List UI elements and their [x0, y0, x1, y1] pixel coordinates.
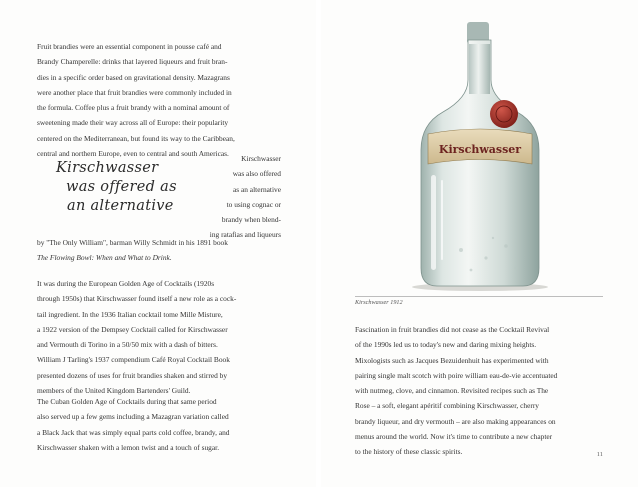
- text-line: was also offered: [232, 169, 281, 179]
- text-line: and Vermouth di Torino in a 50/50 mix with a dash of bitters.: [37, 340, 218, 350]
- text-line: menus around the world. Now it's time to contribute a new chapter: [355, 432, 553, 442]
- text-line: pairing single malt scotch with poire william eau-de-vie accentuated: [355, 370, 558, 380]
- pull-quote-line: was offered as: [66, 179, 177, 195]
- text-line: members of the United Kingdom Bartenders' Guild.: [37, 386, 191, 396]
- wax-seal: [490, 100, 518, 128]
- left-page: [0, 0, 316, 487]
- text-line: a Black Jack that was simply equal parts cold coffee, brandy, and: [37, 427, 230, 437]
- text-line: to the history of these classic spirits.: [355, 447, 463, 457]
- caption-divider: [355, 296, 603, 297]
- text-line: Kirschwasser: [241, 154, 281, 163]
- pull-quote-line: an alternative: [67, 198, 174, 214]
- text-line: Fascination in fruit brandies did not cease as the Cocktail Revival: [355, 325, 550, 334]
- text-line: The Cuban Golden Age of Cocktails during that same period: [37, 397, 217, 406]
- paragraph-cuban-golden-age: [37, 394, 281, 455]
- paragraph-fruit-brandies: [37, 39, 281, 161]
- text-line: of the 1990s led us to today's new and daring mixing heights.: [355, 340, 537, 350]
- text-line: tail ingredient. In the 1936 Italian cocktail tome Mille Misture,: [37, 309, 223, 319]
- text-line: as an alternative: [232, 184, 281, 194]
- paragraph-fascination: [355, 322, 603, 460]
- pull-quote-line: Kirschwasser: [56, 160, 159, 176]
- kirschwasser-bottle-photo: [321, 0, 638, 293]
- text-line: Brandy Champerelle: drinks that layered liqueurs and fruit bran-: [37, 57, 228, 67]
- pull-quote: [48, 159, 188, 216]
- text-line: brandy when blend-: [221, 215, 281, 225]
- text-line: to using cognac or: [226, 199, 281, 209]
- text-line: ing ratafias and liqueurs: [209, 230, 281, 240]
- text-line: the formula. Coffee plus a fruit brandy with a nominal amount of: [37, 103, 230, 113]
- right-page: [321, 0, 638, 487]
- text-line: It was during the European Golden Age of Cocktails (1920s: [37, 279, 215, 288]
- bottle-neck: [469, 44, 490, 94]
- text-line: were another place that fruit brandies were commonly included in: [37, 87, 232, 97]
- text-line: presented dozens of uses for fruit brandies shaken and stirred by: [37, 370, 228, 380]
- paragraph-kirschwasser-side: [188, 151, 281, 243]
- text-line: with nutmeg, clove, and cinnamon. Revisited recipes such as The: [355, 386, 549, 396]
- text-line: Mixologists such as Jacques Bezuidenhuit has experimented with: [355, 355, 549, 365]
- text-line: Kirschwasser shaken with a lemon twist and a touch of sugar.: [37, 442, 220, 452]
- paragraph-kirschwasser-cont: [37, 235, 281, 266]
- paragraph-golden-age: [37, 276, 281, 398]
- text-line: dies in a specific order based on gravitational density. Mazagrans: [37, 72, 230, 82]
- book-title: The Flowing Bowl: When and What to Drink.: [37, 253, 172, 263]
- photo-caption: Kirschwasser 1912: [355, 299, 403, 306]
- text-line: by "The Only William", barman Willy Schmidt in his 1891 book: [37, 238, 228, 247]
- text-line: William J Tarling's 1937 compendium Café Royal Cocktail Book: [37, 355, 230, 365]
- text-line: centered on the Mediterranean, but found its way to the Caribbean,: [37, 133, 235, 143]
- bottle-illustration: [321, 0, 638, 293]
- text-line: central and northern Europe, even to central and south Americas.: [37, 149, 229, 159]
- text-line: sweetening made their way across all of Europe: their popularity: [37, 118, 229, 128]
- page-number: 11: [596, 451, 603, 458]
- bottle-label-text: Kirschwasser: [438, 143, 522, 156]
- text-line: Fruit brandies were an essential component in pousse café and: [37, 42, 222, 51]
- text-line: a 1922 version of the Dempsey Cocktail called for Kirschwasser: [37, 324, 228, 334]
- text-line: Rose – a soft, elegant apéritif combining Kirschwasser, cherry: [355, 401, 540, 411]
- text-line: through 1950s) that Kirschwasser found itself a new role as a cock-: [37, 294, 237, 304]
- text-line: also served up a few gems including a Mazagran variation called: [37, 412, 229, 422]
- text-line: brandy liqueur, and dry vermouth – are also making appearances on: [355, 416, 556, 426]
